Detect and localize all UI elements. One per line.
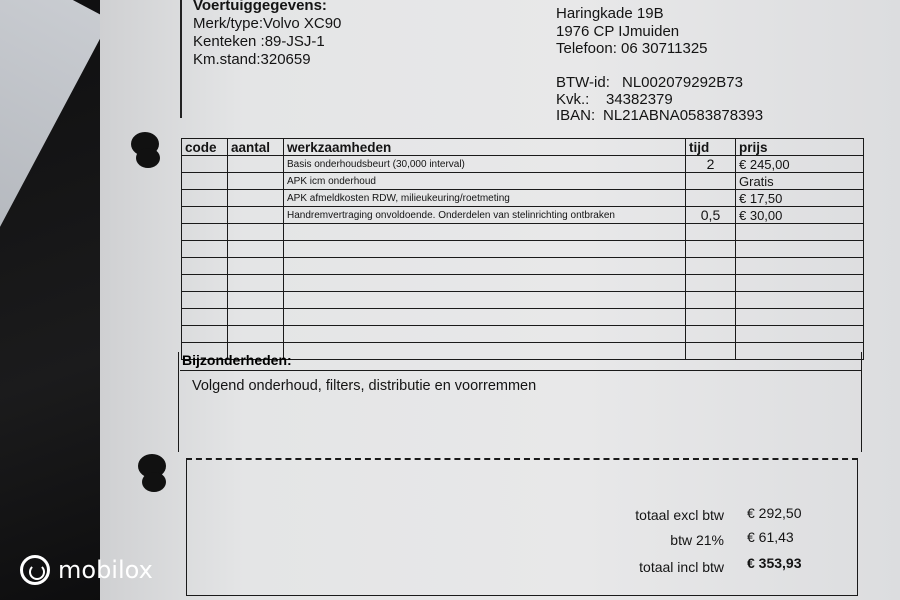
iban-value: NL21ABNA0583878393 [603,107,764,124]
header-werkzaamheden: werkzaamheden [284,139,686,156]
table-row [182,173,864,190]
total-excl-value: € 292,50 [747,505,802,521]
total-incl-value: € 353,93 [747,555,802,571]
btw-label: BTW-id: [556,74,610,91]
garage-phone: Telefoon: 06 30711325 [556,40,708,57]
cell-prijs: Gratis [736,173,864,190]
header-code: code [182,139,228,156]
cell-werk: APK icm onderhoud [284,173,686,190]
garage-city: 1976 CP IJmuiden [556,23,680,40]
punch-hole-top-2 [136,148,160,168]
cell-prijs: € 17,50 [736,190,864,207]
kvk-value: 34382379 [606,91,673,108]
cell-aantal [228,156,284,173]
totals-box [186,458,858,596]
table-row-empty [182,292,864,309]
cell-werk: Handremvertraging onvoldoende. Onderdelen van stelinrichting ontbraken [284,207,686,224]
iban-label: IBAN: [556,107,596,124]
cell-werk: APK afmeldkosten RDW, milieukeuring/roetmeting [284,190,686,207]
remarks-text: Volgend onderhoud, filters, distributie en voorremmen [192,378,537,394]
vehicle-plate: Kenteken :89-JSJ-1 [193,33,325,50]
vehicle-mileage: Km.stand:320659 [193,51,311,68]
table-row-empty [182,241,864,258]
cell-tijd: 0,5 [686,207,736,224]
garage-address: Haringkade 19B [556,5,664,22]
table-row [182,207,864,224]
vehicle-box-border [180,0,182,118]
table-row-empty [182,309,864,326]
btw-total-label: btw 21% [670,532,724,548]
table-header-row [182,139,864,156]
cell-aantal [228,173,284,190]
total-incl-label: totaal incl btw [639,559,724,575]
btw-total-value: € 61,43 [747,529,794,545]
table-row [182,190,864,207]
remarks-heading: Bijzonderheden: [180,352,862,371]
vehicle-make-type: Merk/type:Volvo XC90 [193,15,342,32]
cell-aantal [228,190,284,207]
vehicle-heading: Voertuiggegevens: [193,0,327,14]
cell-aantal [228,207,284,224]
cell-werk: Basis onderhoudsbeurt (30,000 interval) [284,156,686,173]
cell-tijd: 2 [686,156,736,173]
table-row-empty [182,224,864,241]
table-row [182,156,864,173]
cell-code [182,156,228,173]
work-table [181,138,864,360]
cell-prijs: € 245,00 [736,156,864,173]
total-excl-label: totaal excl btw [635,507,724,523]
punch-hole-bottom-2 [142,472,166,492]
cell-prijs: € 30,00 [736,207,864,224]
cell-code [182,173,228,190]
cell-tijd [686,173,736,190]
table-row-empty [182,326,864,343]
header-tijd: tijd [686,139,736,156]
table-row-empty [182,275,864,292]
cell-tijd [686,190,736,207]
btw-value: NL002079292B73 [622,74,743,91]
cell-code [182,207,228,224]
header-prijs: prijs [736,139,864,156]
mobilox-logo-icon [20,555,50,585]
table-row-empty [182,258,864,275]
mobilox-watermark [20,555,153,585]
kvk-label: Kvk.: [556,91,590,108]
cell-code [182,190,228,207]
header-aantal: aantal [228,139,284,156]
mobilox-logo-text: mobilox [58,556,153,584]
